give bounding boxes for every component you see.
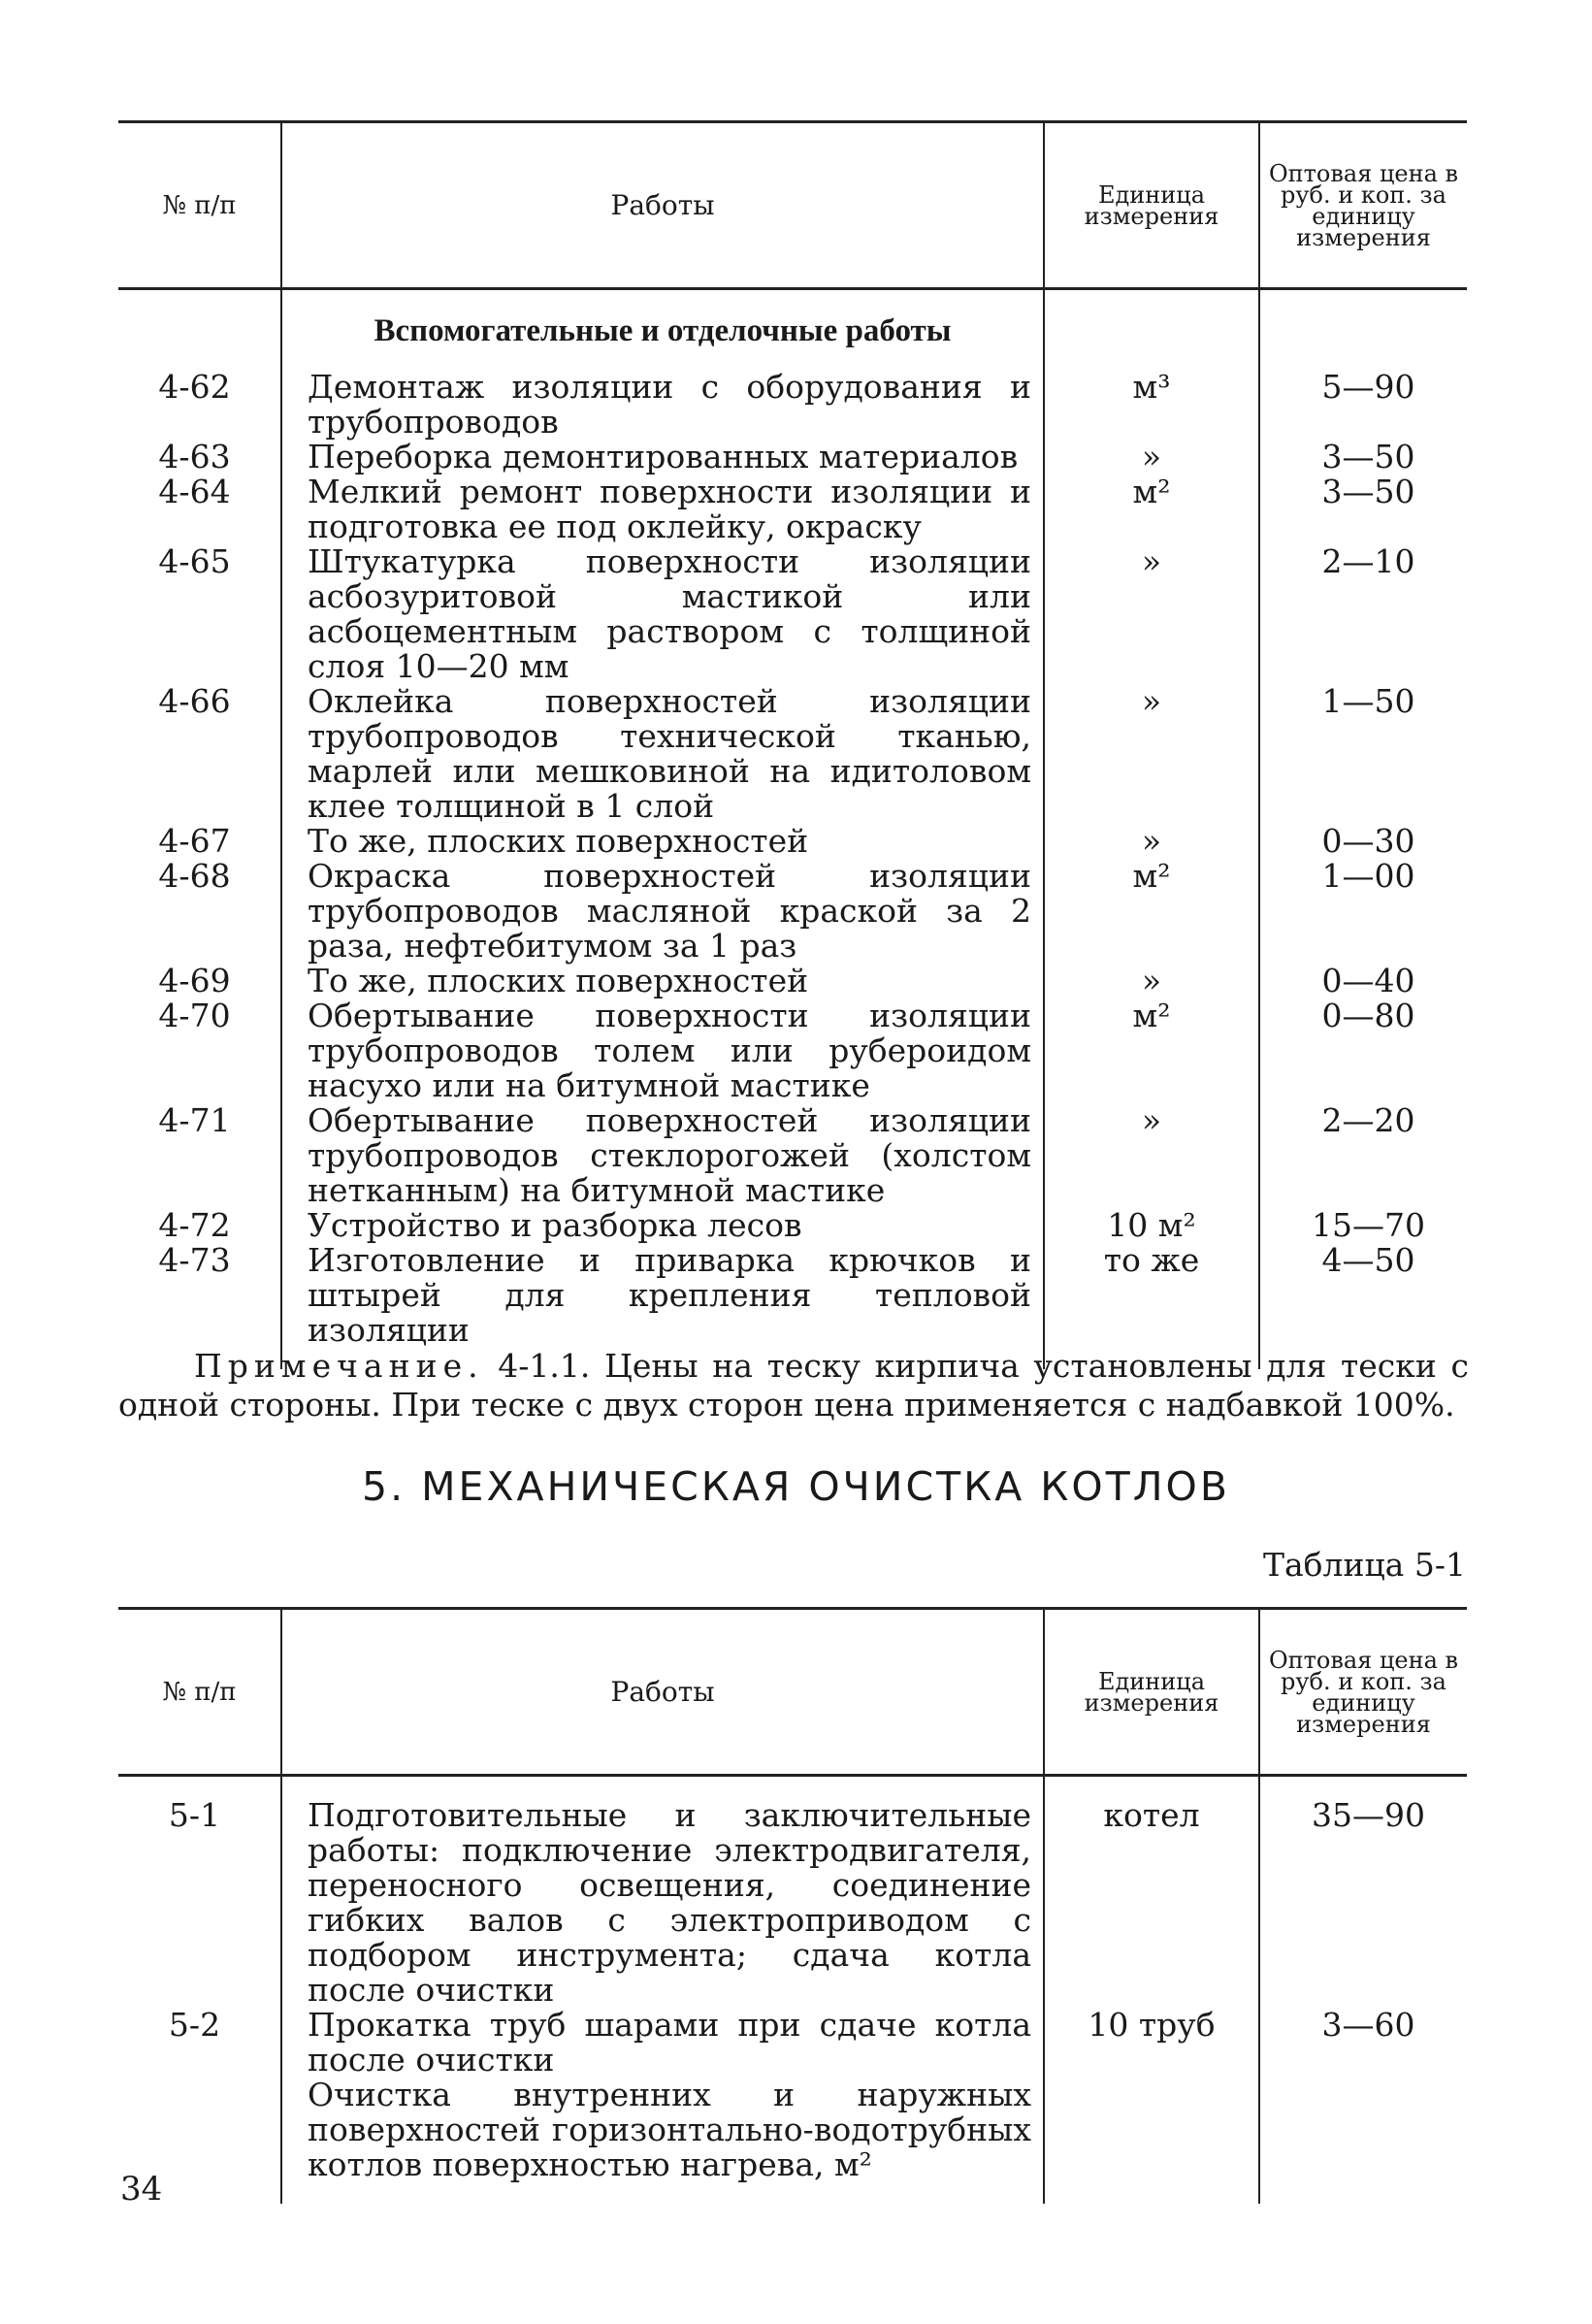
row-work: Переборка демонтированных материалов: [281, 440, 1044, 475]
row-unit: м²: [1044, 475, 1259, 544]
row-price: 3—50: [1259, 475, 1467, 544]
row-number: [118, 2078, 281, 2182]
header-price: Оптовая цена в руб. и коп. за единицу измерения: [1259, 122, 1467, 289]
row-price: [1259, 2078, 1467, 2182]
row-number: 4-70: [158, 997, 231, 1034]
row-price: 0—40: [1259, 964, 1467, 998]
row-work: Обертывание поверхности изоляции трубопроводов толем или рубероидом насухо или на битумной мастике: [281, 998, 1044, 1103]
row-work: Оклейка поверхностей изоляции трубопроводов технической тканью, марлей или мешковиной на идитоловом клее толщиной в 1 слой: [281, 684, 1044, 824]
section-title: Вспомогательные и отделочные работы: [281, 289, 1044, 371]
row-unit: »: [1044, 440, 1259, 475]
row-unit: 10 труб: [1044, 2008, 1259, 2078]
row-price: 2—20: [1259, 1103, 1467, 1208]
table-row: [118, 2008, 1467, 2078]
row-work: Окраска поверхностей изоляции трубопроводов масляной краской за 2 раза, нефтебитумом за 1 раз: [281, 859, 1044, 964]
row-number: 4-63: [158, 438, 231, 475]
row-price: 0—30: [1259, 824, 1467, 859]
header-unit: Единица измерения: [1044, 1609, 1259, 1776]
table-row: [118, 1208, 1467, 1243]
table-row: [118, 859, 1467, 964]
row-unit: »: [1044, 1103, 1259, 1208]
note-text: 4-1.1. Цены на теску кирпича установлены для тески с одной стороны. При теске с двух сторон цена применяется с надбавкой 100%.: [118, 1347, 1469, 1424]
table-row: [118, 440, 1467, 475]
table-header-row: [118, 1609, 1467, 1776]
table-row: [118, 475, 1467, 544]
row-unit: м²: [1044, 998, 1259, 1103]
header-unit: Единица измерения: [1044, 122, 1259, 289]
table-row: [118, 998, 1467, 1103]
row-work: Мелкий ремонт поверхности изоляции и подготовка ее под оклейку, окраску: [281, 475, 1044, 544]
row-work: То же, плоских поверхностей: [281, 824, 1044, 859]
row-price: 15—70: [1259, 1208, 1467, 1243]
table-header-row: [118, 122, 1467, 289]
row-price: 5—90: [1259, 370, 1467, 440]
row-unit: »: [1044, 684, 1259, 824]
row-work: Демонтаж изоляции с оборудования и трубопроводов: [281, 370, 1044, 440]
section-row: [118, 289, 1467, 371]
row-unit: [1044, 2078, 1259, 2182]
row-unit: то же: [1044, 1243, 1259, 1348]
row-work: Обертывание поверхностей изоляции трубопроводов стеклорогожей (холстом нетканным) на битумной мастике: [281, 1103, 1044, 1208]
table-caption: Таблица 5-1: [1262, 1546, 1466, 1584]
row-number: 4-73: [158, 1241, 231, 1279]
row-number: 4-71: [158, 1101, 231, 1139]
table-row: [118, 2078, 1467, 2182]
row-number: 4-69: [158, 962, 231, 999]
table-row: [118, 1103, 1467, 1208]
header-number: № п/п: [118, 122, 281, 289]
table-row: [118, 684, 1467, 824]
row-unit: котел: [1044, 1798, 1259, 2008]
row-price: 35—90: [1259, 1798, 1467, 2008]
row-work: Изготовление и приварка крючков и штырей для крепления тепловой изоляции: [281, 1243, 1044, 1348]
row-number: 5-1: [168, 1796, 221, 1834]
row-unit: »: [1044, 544, 1259, 684]
row-work: То же, плоских поверхностей: [281, 964, 1044, 998]
table-note: [118, 1347, 1469, 1424]
row-price: 1—50: [1259, 684, 1467, 824]
spacer-row: [118, 1776, 1467, 1799]
row-number: 4-68: [158, 857, 231, 895]
row-work: Прокатка труб шарами при сдаче котла после очистки: [281, 2008, 1044, 2078]
spacer-row: [118, 2182, 1467, 2204]
row-work: Устройство и разборка лесов: [281, 1208, 1044, 1243]
table-row: [118, 1798, 1467, 2008]
row-price: 3—50: [1259, 440, 1467, 475]
row-number: 5-2: [168, 2006, 221, 2044]
row-unit: »: [1044, 964, 1259, 998]
header-number: № п/п: [118, 1609, 281, 1776]
price-table-4: [118, 120, 1467, 1369]
row-price: 2—10: [1259, 544, 1467, 684]
table-row: [118, 544, 1467, 684]
note-label: Примечание.: [194, 1347, 484, 1385]
row-number: 4-67: [158, 822, 231, 860]
row-number: 4-62: [158, 368, 231, 406]
table-row: [118, 824, 1467, 859]
header-price: Оптовая цена в руб. и коп. за единицу измерения: [1259, 1609, 1467, 1776]
row-price: 3—60: [1259, 2008, 1467, 2078]
header-works: Работы: [281, 122, 1044, 289]
row-number: 4-64: [158, 473, 231, 510]
row-number: 4-65: [158, 542, 231, 580]
row-number: 4-72: [158, 1206, 231, 1244]
row-price: 1—00: [1259, 859, 1467, 964]
row-unit: м²: [1044, 859, 1259, 964]
row-unit: »: [1044, 824, 1259, 859]
row-unit: 10 м²: [1044, 1208, 1259, 1243]
row-work: Очистка внутренних и наружных поверхностей горизонтально-водотрубных котлов поверхностью нагрева, м²: [281, 2078, 1044, 2182]
row-work: Подготовительные и заключительные работы: подключение электродвигателя, переносного освещения, соединение гибких валов с электроприводом с подбором инструмента; сдача котла после очистки: [281, 1798, 1044, 2008]
page-number: 34: [120, 2170, 163, 2209]
table-row: [118, 964, 1467, 998]
section-heading: 5. МЕХАНИЧЕСКАЯ ОЧИСТКА КОТЛОВ: [362, 1463, 1230, 1510]
row-price: 0—80: [1259, 998, 1467, 1103]
row-number: 4-66: [158, 682, 231, 720]
header-works: Работы: [281, 1609, 1044, 1776]
table-row: [118, 370, 1467, 440]
table-row: [118, 1243, 1467, 1348]
row-price: 4—50: [1259, 1243, 1467, 1348]
row-work: Штукатурка поверхности изоляции асбозуритовой мастикой или асбоцементным раствором с толщиной слоя 10—20 мм: [281, 544, 1044, 684]
row-unit: м³: [1044, 370, 1259, 440]
price-table-5: [118, 1607, 1467, 2204]
